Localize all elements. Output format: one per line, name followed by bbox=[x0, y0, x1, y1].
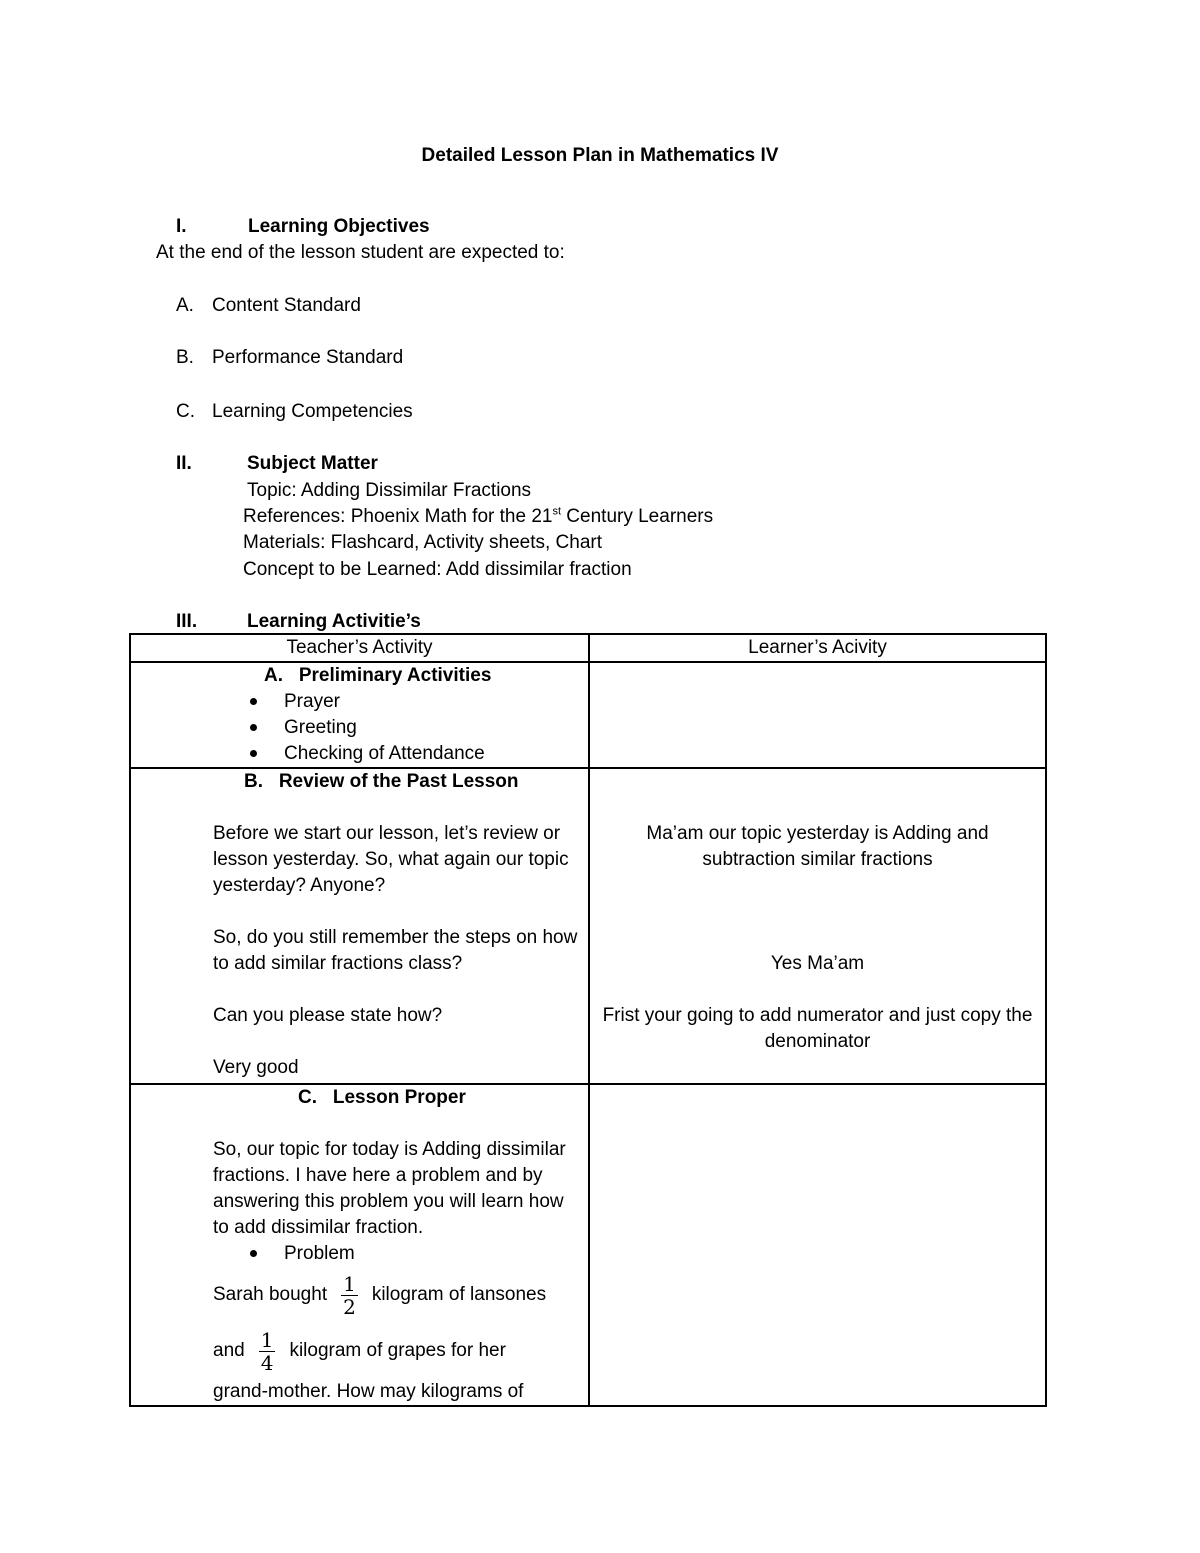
review-heading: B. Review of the Past Lesson bbox=[244, 771, 519, 792]
review-question-2: So, do you still remember the steps on how to add similar fractions class? bbox=[213, 927, 578, 974]
fraction-numerator: 1 bbox=[260, 1327, 274, 1352]
section-1-number: I. bbox=[176, 216, 187, 237]
review-feedback: Very good bbox=[213, 1057, 299, 1078]
review-answer-1: Ma’am our topic yesterday is Adding and subtraction similar fractions bbox=[646, 823, 989, 870]
fraction-denominator: 2 bbox=[343, 1294, 356, 1319]
preliminary-heading: A. Preliminary Activities bbox=[264, 665, 492, 686]
list-item bbox=[131, 689, 588, 715]
list-item bbox=[131, 1241, 588, 1267]
review-question-3: Can you please state how? bbox=[213, 1005, 443, 1026]
subject-materials: Materials: Flashcard, Activity sheets, Chart bbox=[243, 532, 603, 553]
problem-line-3: grand-mother. How may kilograms of bbox=[213, 1381, 524, 1402]
objective-c-letter: C. bbox=[176, 401, 195, 422]
fraction-one-half bbox=[341, 1273, 358, 1318]
objective-b-letter: B. bbox=[176, 347, 194, 368]
lesson-learner-cell bbox=[589, 1084, 1046, 1406]
bullet-icon bbox=[250, 1250, 257, 1257]
review-teacher-cell bbox=[130, 768, 589, 1084]
problem-text: kilogram of lansones bbox=[371, 1284, 547, 1305]
activities-table bbox=[129, 633, 1047, 1407]
lesson-heading: C. Lesson Proper bbox=[298, 1087, 466, 1108]
references-text: References: Phoenix Math for the 21 bbox=[243, 506, 553, 527]
objective-b-text: Performance Standard bbox=[212, 347, 404, 368]
objective-a-text: Content Standard bbox=[212, 295, 361, 316]
section-2-number: II. bbox=[176, 453, 192, 474]
table-row-review bbox=[130, 768, 1046, 1084]
section-3-heading: Learning Activitie’s bbox=[247, 611, 421, 632]
bullet-icon bbox=[250, 750, 257, 757]
fraction-denominator: 4 bbox=[260, 1350, 274, 1375]
list-item bbox=[131, 741, 588, 767]
bullet-icon bbox=[250, 724, 257, 731]
table-row-lesson bbox=[130, 1084, 1046, 1406]
table-row-preliminary bbox=[130, 662, 1046, 768]
objective-a-letter: A. bbox=[176, 295, 194, 316]
subject-concept: Concept to be Learned: Add dissimilar fraction bbox=[243, 559, 632, 580]
header-teacher: Teacher’s Activity bbox=[130, 634, 589, 662]
problem-text: and bbox=[213, 1340, 245, 1361]
preliminary-learner-cell bbox=[589, 662, 1046, 768]
review-question-1: Before we start our lesson, let’s review or lesson yesterday. So, what again our topic yesterday? Anyone? bbox=[213, 823, 569, 896]
bullet-text: Prayer bbox=[284, 691, 340, 712]
section-2-heading: Subject Matter bbox=[247, 453, 378, 474]
bullet-text: Greeting bbox=[284, 717, 357, 738]
section-3-number: III. bbox=[176, 611, 198, 632]
objectives-intro: At the end of the lesson student are expected to: bbox=[156, 242, 565, 263]
review-learner-cell bbox=[589, 768, 1046, 1084]
fraction-one-fourth bbox=[259, 1329, 276, 1374]
section-1-heading: Learning Objectives bbox=[248, 216, 430, 237]
document-title: Detailed Lesson Plan in Mathematics IV bbox=[421, 145, 779, 166]
references-superscript: st bbox=[552, 505, 562, 518]
subject-references bbox=[243, 504, 713, 530]
list-item bbox=[131, 715, 588, 741]
problem-line-2 bbox=[131, 1323, 588, 1379]
problem-text: kilogram of grapes for her bbox=[289, 1340, 506, 1361]
objective-c-text: Learning Competencies bbox=[212, 401, 413, 422]
bullet-text: Checking of Attendance bbox=[284, 743, 485, 764]
header-learner: Learner’s Acivity bbox=[589, 634, 1046, 662]
review-answer-2: Yes Ma’am bbox=[770, 953, 865, 974]
fraction-numerator: 1 bbox=[343, 1271, 356, 1296]
table-header-row bbox=[130, 634, 1046, 662]
review-answer-3: Frist your going to add numerator and just copy the denominator bbox=[602, 1005, 1033, 1052]
subject-topic: Topic: Adding Dissimilar Fractions bbox=[247, 480, 532, 501]
lesson-teacher-cell bbox=[130, 1084, 589, 1406]
bullet-icon bbox=[250, 698, 257, 705]
bullet-text: Problem bbox=[284, 1243, 355, 1264]
problem-text: Sarah bought bbox=[213, 1284, 328, 1305]
lesson-intro: So, our topic for today is Adding dissimilar fractions. I have here a problem and by answering this problem you will learn how to add dissimilar fraction. bbox=[213, 1139, 566, 1238]
preliminary-teacher-cell bbox=[130, 662, 589, 768]
references-text-end: Century Learners bbox=[561, 506, 714, 527]
problem-line-1 bbox=[131, 1267, 588, 1323]
